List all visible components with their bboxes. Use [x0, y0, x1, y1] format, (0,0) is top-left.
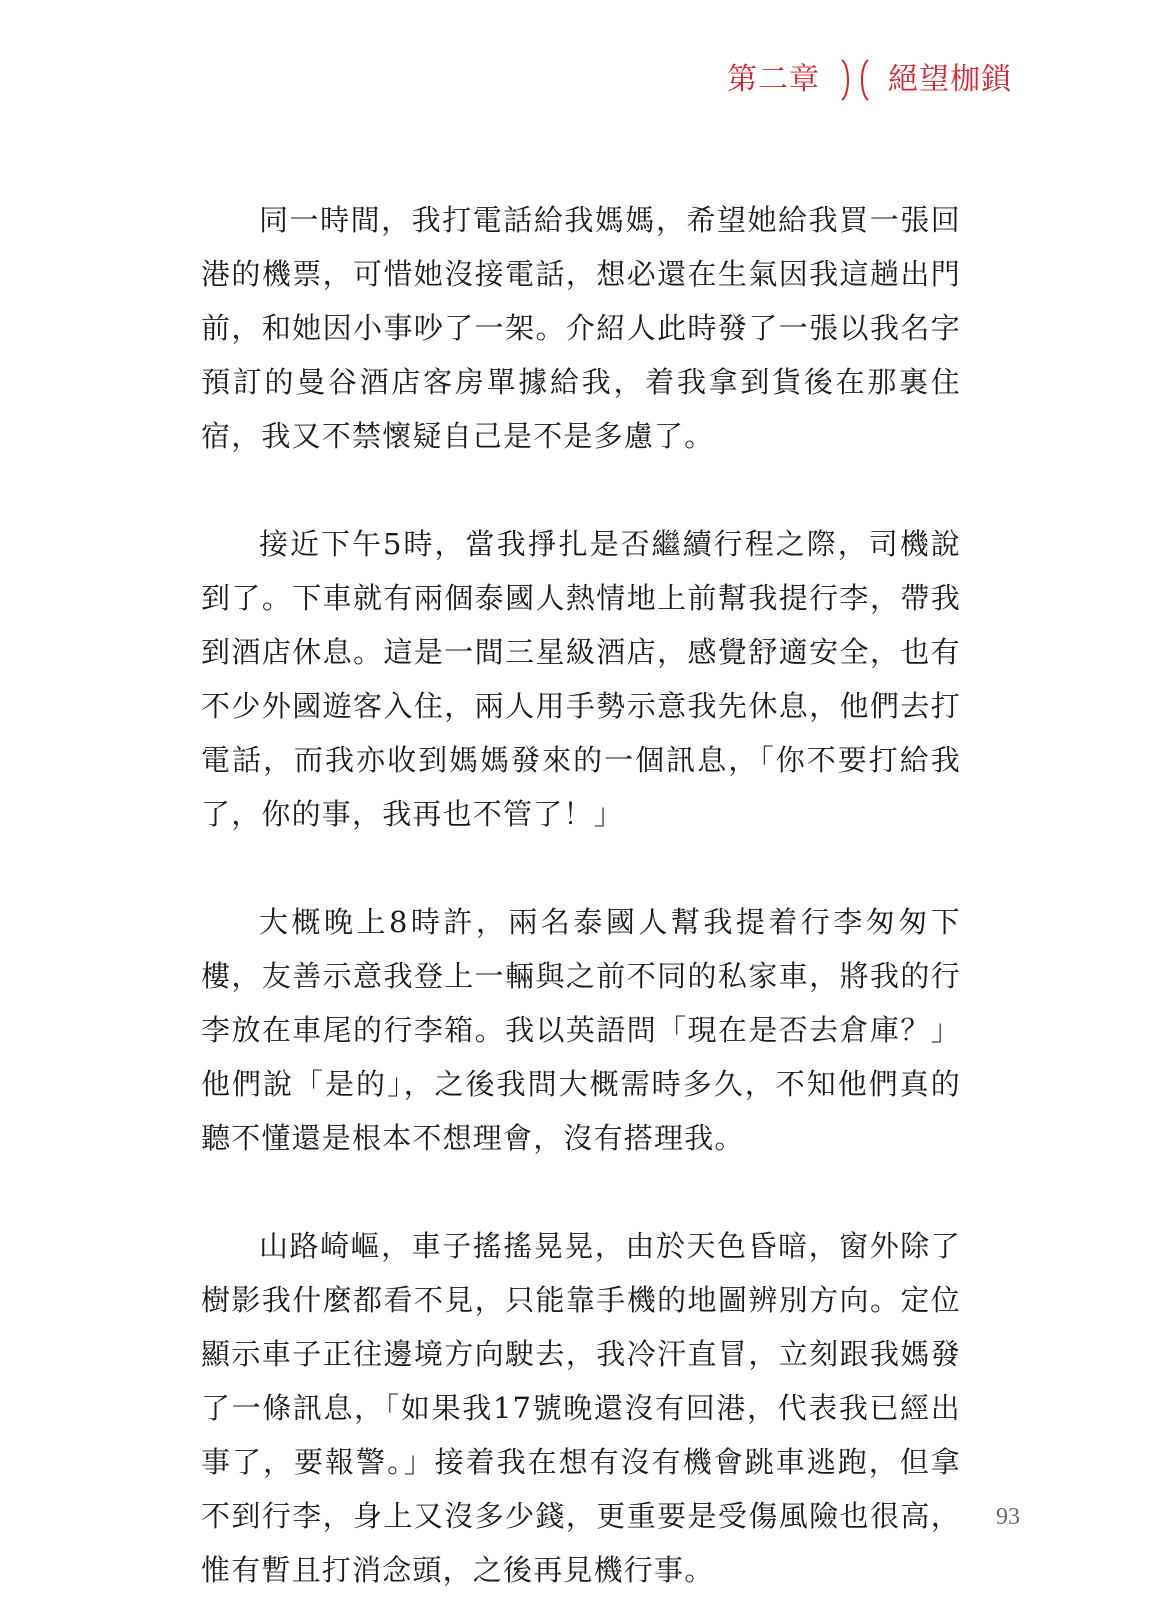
bracket-divider-icon — [836, 58, 874, 102]
chapter-number: 第二章 — [727, 62, 820, 97]
paragraph: 同一時間，我打電話給我媽媽，希望她給我買一張回港的機票，可惜她沒接電話，想必還在生氣因我這趟出門前，和她因小事吵了一架。介紹人此時發了一張以我名字預訂的曼谷酒店客房單據給我，着我拿到貨後在那裏住宿，我又不禁懷疑自己是不是多慮了。 — [201, 203, 961, 453]
body-text — [201, 193, 961, 1597]
paragraph: 山路崎嶇，車子搖搖晃晃，由於天色昏暗，窗外除了樹影我什麼都看不見，只能靠手機的地圖辨別方向。定位顯示車子正往邊境方向駛去，我冷汗直冒，立刻跟我媽發了一條訊息，「如果我17號晚還沒有回港，代表我已經出事了，要報警。」接着我在想有沒有機會跳車逃跑，但拿不到行李，身上又沒多少錢，更重要是受傷風險也很高，惟有暫且打消念頭，之後再見機行事。 — [201, 1229, 961, 1587]
running-header — [727, 58, 1012, 102]
paragraph: 大概晚上8時許，兩名泰國人幫我提着行李匆匆下樓，友善示意我登上一輛與之前不同的私家車，將我的行李放在車尾的行李箱。我以英語問「現在是否去倉庫？」他們說「是的」，之後我問大概需時多久，不知他們真的聽不懂還是根本不想理會，沒有搭理我。 — [201, 905, 961, 1155]
chapter-title: 絕望枷鎖 — [888, 62, 1012, 97]
paragraph: 接近下午5時，當我掙扎是否繼續行程之際，司機說到了。下車就有兩個泰國人熱情地上前幫我提行李，帶我到酒店休息。這是一間三星級酒店，感覺舒適安全，也有不少外國遊客入住，兩人用手勢示意我先休息，他們去打電話，而我亦收到媽媽發來的一個訊息，「你不要打給我了，你的事，我再也不管了！」 — [201, 527, 961, 831]
page-number: 93 — [996, 1504, 1020, 1530]
